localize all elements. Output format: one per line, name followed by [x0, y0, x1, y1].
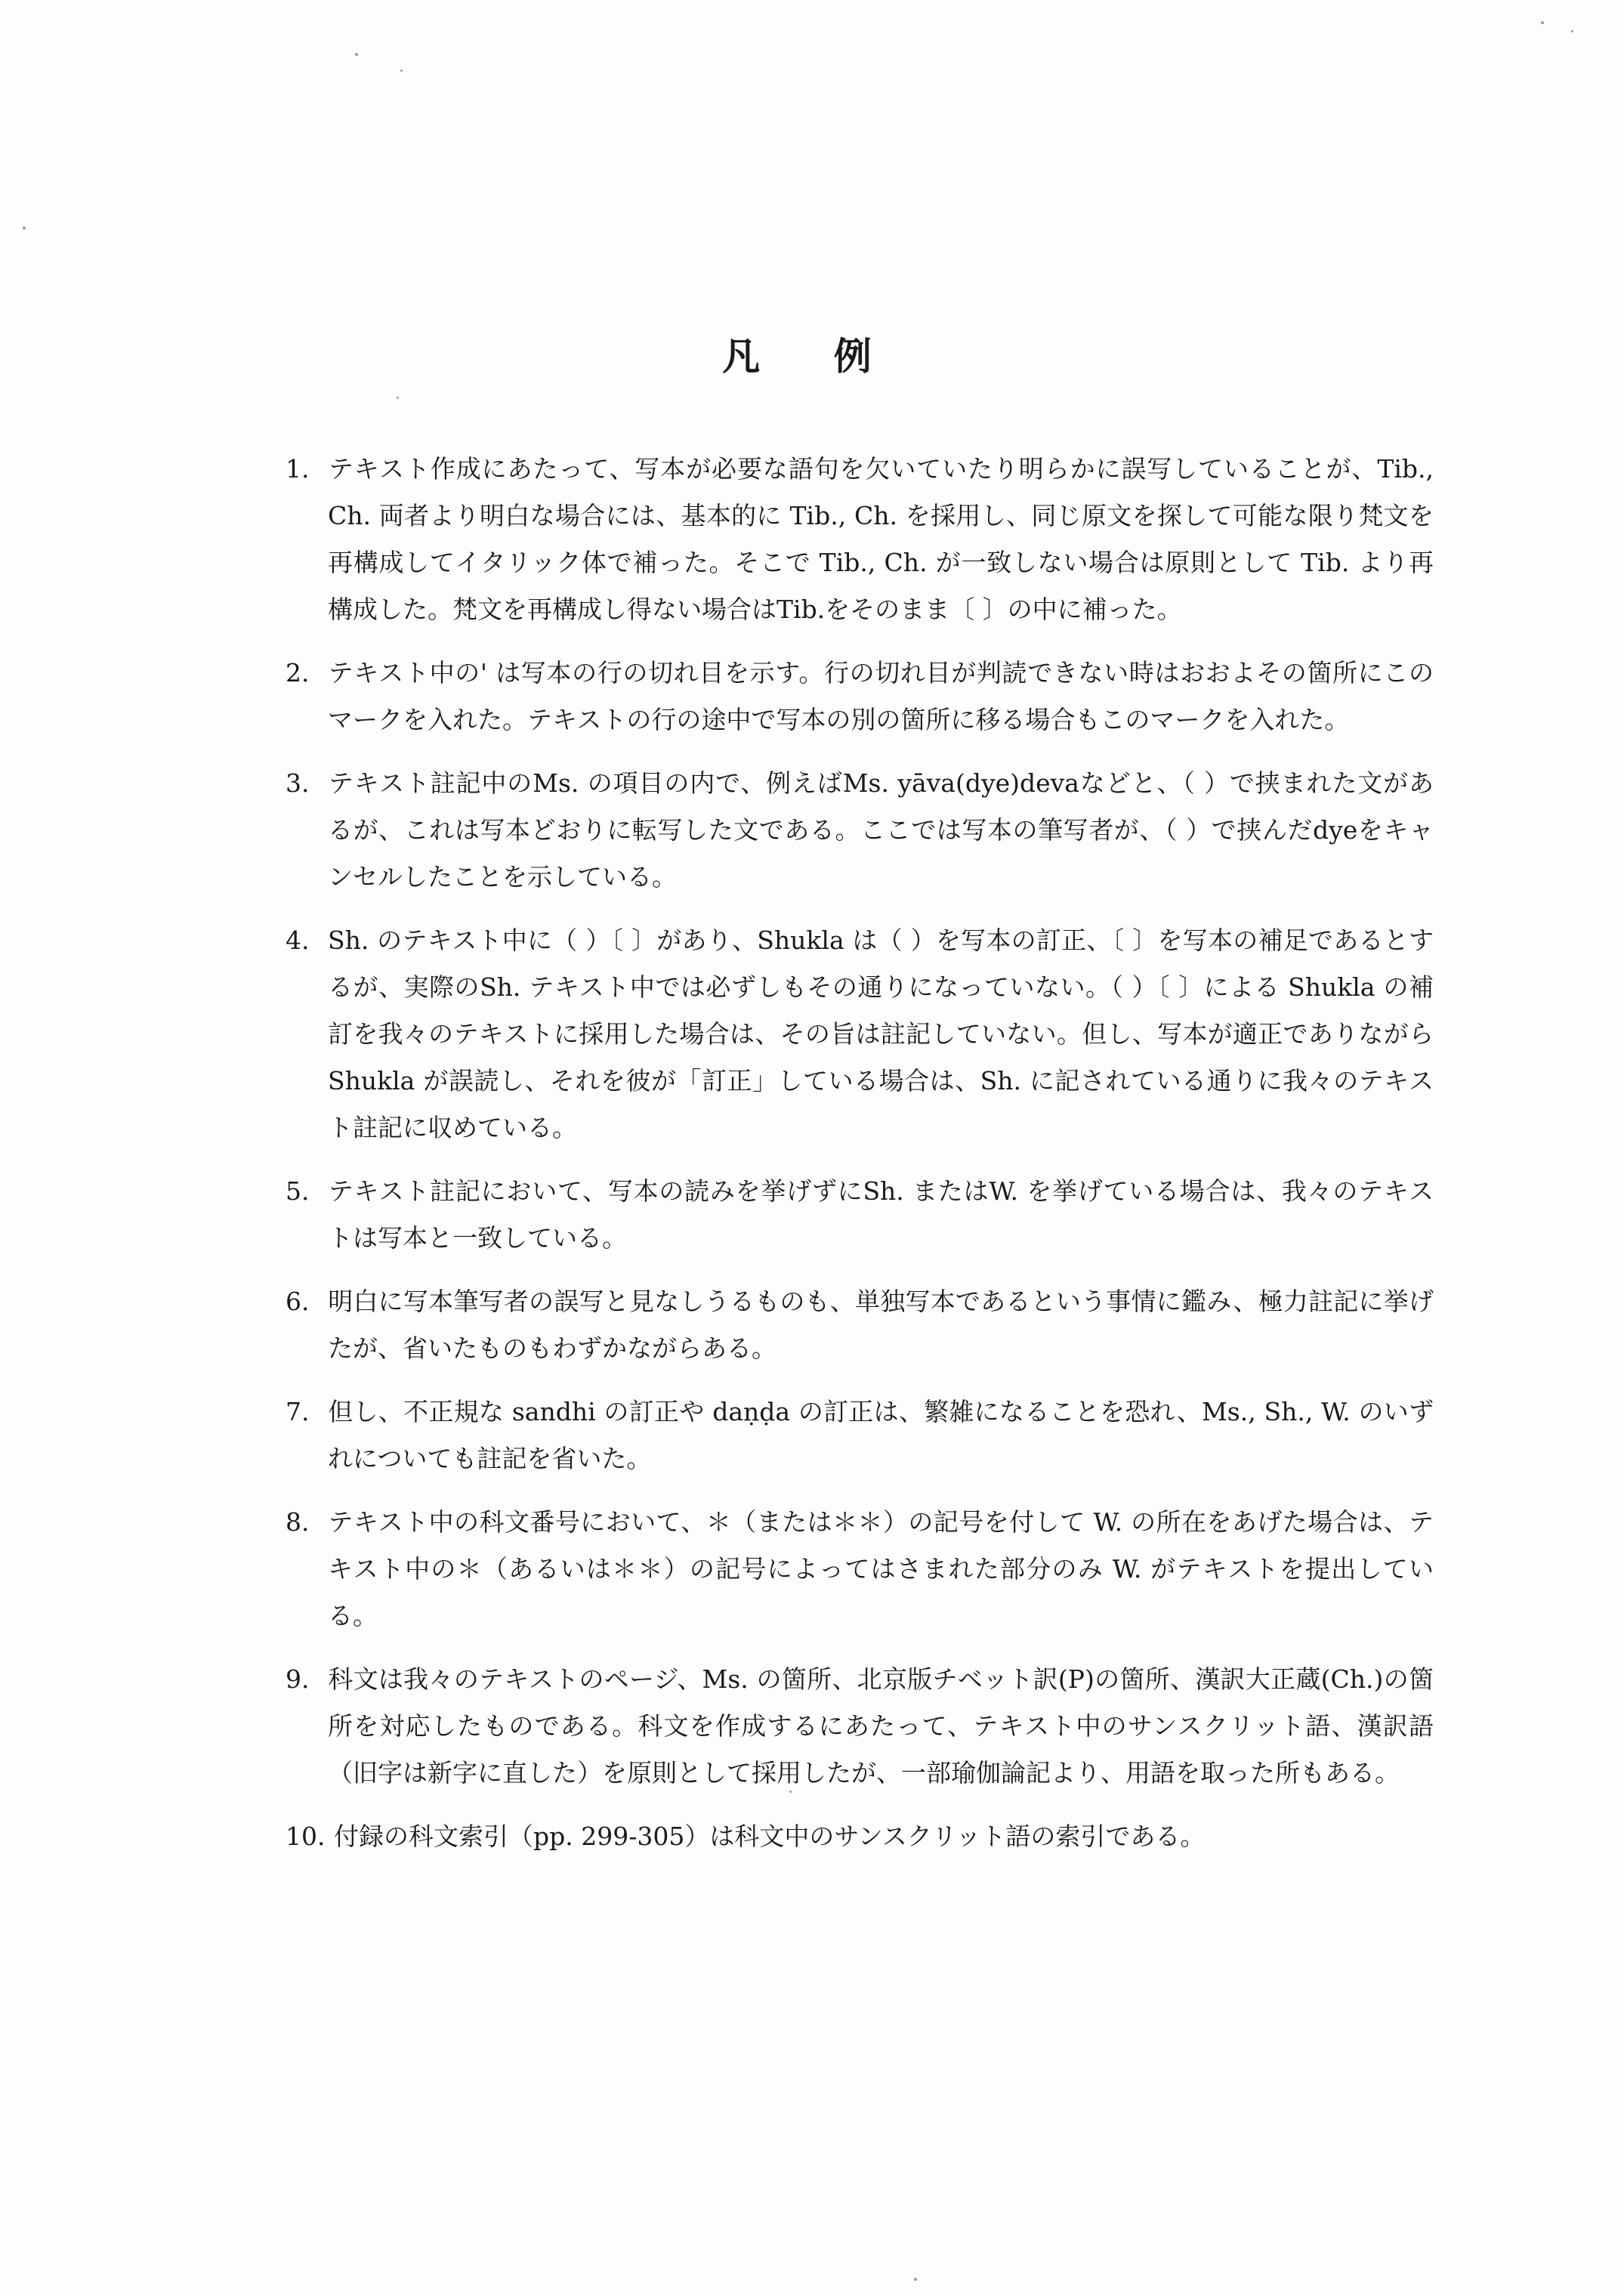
scan-speck	[400, 70, 403, 72]
scan-speck	[1571, 30, 1573, 32]
item-text: 付録の科文索引（pp. 299-305）は科文中のサンスクリット語の索引である。	[334, 1822, 1206, 1851]
list-item	[286, 1278, 1434, 1372]
scan-speck	[355, 53, 358, 56]
item-number: 5.	[286, 1176, 310, 1206]
list-item	[286, 1813, 1434, 1860]
item-text: テキスト註記中のMs. の項目の内で、例えばMs. yāva(dye)devaなどと、（ ）で挟まれた文があるが、これは写本どおりに転写した文である。ここでは写本の筆写者が、（ ）で挟んだdyeをキャンセルしたことを示している。	[328, 768, 1434, 892]
scan-speck	[397, 397, 399, 399]
item-text: テキスト作成にあたって、写本が必要な語句を欠いていたり明らかに誤写していることが、Tib., Ch. 両者より明白な場合には、基本的に Tib., Ch. を採用し、同じ原文を探して可能な限り梵文を再構成してイタリック体で補った。そこで Tib., Ch. が一致しない場合は原則として Tib. より再構成した。梵文を再構成し得ない場合はTib.をそのまま〔 〕の中に補った。	[328, 454, 1434, 624]
item-number: 2.	[286, 658, 310, 688]
list-item	[286, 1656, 1434, 1797]
item-number: 8.	[286, 1507, 310, 1537]
item-number: 10.	[286, 1822, 326, 1851]
item-text: 但し、不正規な sandhi の訂正や daṇḍa の訂正は、繁雑になることを恐れ、Ms., Sh., W. のいずれについても註記を省いた。	[328, 1397, 1434, 1473]
item-text: 明白に写本筆写者の誤写と見なしうるものも、単独写本であるという事情に鑑み、極力註記に挙げたが、省いたものもわずかながらある。	[328, 1287, 1434, 1363]
item-number: 1.	[286, 454, 310, 484]
list-item	[286, 917, 1434, 1151]
list-item	[286, 650, 1434, 743]
list-item	[286, 760, 1434, 901]
notes-list	[286, 446, 1434, 1877]
list-item	[286, 1168, 1434, 1262]
list-item	[286, 1499, 1434, 1639]
list-item	[286, 446, 1434, 633]
list-item	[286, 1389, 1434, 1482]
item-text: テキスト中の' は写本の行の切れ目を示す。行の切れ目が判読できない時はおおよその箇所にこのマークを入れた。テキストの行の途中で写本の別の箇所に移る場合もこのマークを入れた。	[328, 658, 1434, 734]
item-number: 7.	[286, 1397, 310, 1426]
item-number: 4.	[286, 926, 310, 955]
item-text: 科文は我々のテキストのページ、Ms. の箇所、北京版チベット訳(P)の箇所、漢訳大正蔵(Ch.)の箇所を対応したものである。科文を作成するにあたって、テキスト中のサンスクリット語、漢訳語（旧字は新字に直した）を原則として採用したが、一部瑜伽論記より、用語を取った所もある。	[328, 1664, 1434, 1788]
item-number: 9.	[286, 1664, 310, 1694]
scan-speck	[1541, 21, 1544, 24]
page-title: 凡 例	[722, 334, 902, 379]
item-text: テキスト中の科文番号において、＊（または＊＊）の記号を付して W. の所在をあげた場合は、テキスト中の＊（あるいは＊＊）の記号によってはさまれた部分のみ W. がテキストを提出している。	[328, 1507, 1434, 1630]
item-number: 6.	[286, 1287, 310, 1316]
scan-speck	[23, 227, 26, 230]
item-number: 3.	[286, 768, 310, 798]
scan-speck	[914, 2278, 917, 2281]
item-text: テキスト註記において、写本の読みを挙げずにSh. またはW. を挙げている場合は、我々のテキストは写本と一致している。	[328, 1176, 1434, 1253]
item-text: Sh. のテキスト中に（ ）〔 〕があり、Shukla は（ ）を写本の訂正、〔 〕を写本の補足であるとするが、実際のSh. テキスト中では必ずしもその通りになっていない。（ ）〔 〕による Shukla の補訂を我々のテキストに採用した場合は、その旨は註記していない。但し、写本が適正でありながら Shukla が誤読し、それを彼が「訂正」している場合は、Sh. に記されている通りに我々のテキスト註記に収めている。	[328, 926, 1434, 1142]
